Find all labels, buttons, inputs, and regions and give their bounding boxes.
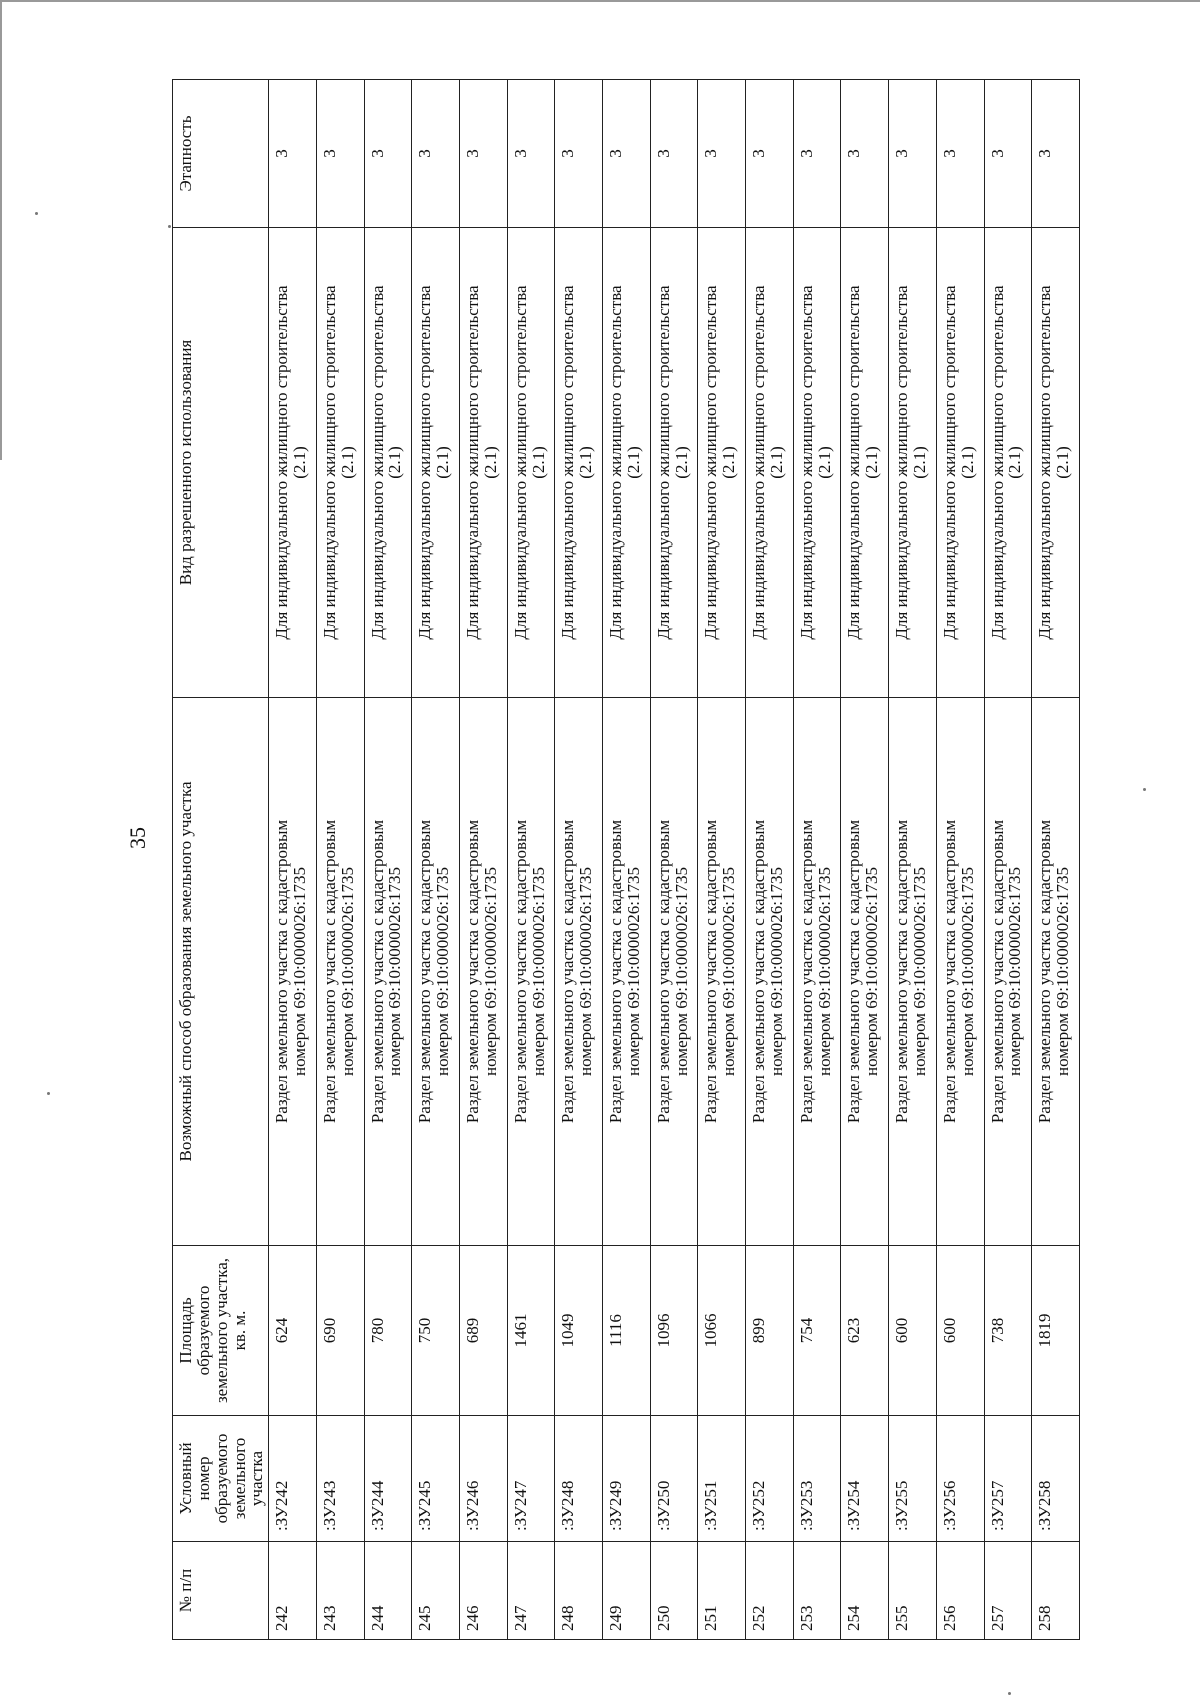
method-line1: Раздел земельного участка с кадастровым [987,819,1007,1124]
cell-no: 256 [936,1542,984,1640]
cell-no: 255 [889,1542,937,1640]
cell-area: 600 [936,1246,984,1416]
scan-speck [168,225,171,228]
cell-no: 257 [984,1542,1032,1640]
cell-no: 253 [793,1542,841,1640]
cell-no: 249 [603,1542,651,1640]
method-line1: Раздел земельного участка с кадастровым [653,819,673,1124]
use-line1: Для индивидуального жилищного строительства [653,285,673,640]
cell-code: :ЗУ249 [603,1416,651,1542]
cell-method [889,698,937,1246]
cell-use [746,228,794,698]
table-row [650,80,698,1640]
cell-area: 624 [269,1246,317,1416]
cell-use [412,228,460,698]
use-line2: (2.1) [290,446,310,479]
cell-area: 750 [412,1246,460,1416]
cell-no: 246 [459,1542,507,1640]
cell-no: 254 [841,1542,889,1640]
method-line2: номером 69:10:0000026:1735 [337,867,357,1076]
cell-area: 754 [793,1246,841,1416]
cell-floors: 3 [364,80,412,228]
cell-floors: 3 [984,80,1032,228]
table-row [507,80,555,1640]
cell-area: 600 [889,1246,937,1416]
method-line1: Раздел земельного участка с кадастровым [796,819,816,1124]
use-line2: (2.1) [766,446,786,479]
method-line2: номером 69:10:0000026:1735 [719,867,739,1076]
method-line1: Раздел земельного участка с кадастровым [319,819,339,1124]
use-line1: Для индивидуального жилищного строительства [987,285,1007,640]
method-line2: номером 69:10:0000026:1735 [1053,867,1073,1076]
cell-area: 623 [841,1246,889,1416]
cell-method [936,698,984,1246]
table-row [555,80,603,1640]
cell-code: :ЗУ242 [269,1416,317,1542]
table-header-row [173,80,269,1640]
table-row [316,80,364,1640]
cell-no: 242 [269,1542,317,1640]
table-row [841,80,889,1640]
cell-floors: 3 [889,80,937,228]
use-line2: (2.1) [385,446,405,479]
cell-method [650,698,698,1246]
scan-edge-left [0,0,2,460]
use-line2: (2.1) [814,446,834,479]
use-line2: (2.1) [576,446,596,479]
method-line2: номером 69:10:0000026:1735 [910,867,929,1076]
use-line2: (2.1) [862,446,882,479]
method-line2: номером 69:10:0000026:1735 [766,867,786,1076]
cell-use [555,228,603,698]
method-line2: номером 69:10:0000026:1735 [433,867,453,1076]
method-line1: Раздел земельного участка с кадастровым [939,819,959,1124]
cell-code: :ЗУ252 [746,1416,794,1542]
use-line1: Для индивидуального жилищного строительства [367,285,387,640]
use-line2: (2.1) [623,446,643,479]
cell-floors: 3 [841,80,889,228]
cell-method [269,698,317,1246]
cell-area: 1049 [555,1246,603,1416]
method-line1: Раздел земельного участка с кадастровым [415,819,435,1124]
table-row [364,80,412,1640]
cell-method [603,698,651,1246]
method-line2: номером 69:10:0000026:1735 [576,867,596,1076]
method-line2: номером 69:10:0000026:1735 [528,867,548,1076]
table-row [459,80,507,1640]
method-line1: Раздел земельного участка с кадастровым [892,819,912,1124]
header-floors: Этапность [173,80,269,228]
use-line1: Для индивидуального жилищного строительства [796,285,816,640]
use-line2: (2.1) [480,446,500,479]
table-row [889,80,937,1640]
cell-method [793,698,841,1246]
cell-use [316,228,364,698]
cell-floors: 3 [507,80,555,228]
method-line1: Раздел земельного участка с кадастровым [749,819,769,1124]
method-line1: Раздел земельного участка с кадастровым [367,819,387,1124]
cell-use [698,228,746,698]
cell-code: :ЗУ257 [984,1416,1032,1542]
cell-floors: 3 [459,80,507,228]
cell-use [841,228,889,698]
method-line1: Раздел земельного участка с кадастровым [272,819,292,1124]
table-row [603,80,651,1640]
use-line1: Для индивидуального жилищного строительства [701,285,721,640]
cell-area: 738 [984,1246,1032,1416]
cell-floors: 3 [316,80,364,228]
table-row [984,80,1032,1640]
cell-no: 243 [316,1542,364,1640]
cell-method [698,698,746,1246]
use-line2: (2.1) [433,446,453,479]
land-plots-table [172,79,1080,1640]
header-area: Площадь образуемого земельного участка, кв. м. [173,1246,269,1416]
use-line2: (2.1) [719,446,739,479]
use-line2: (2.1) [910,446,929,479]
use-line2: (2.1) [528,446,548,479]
cell-area: 1461 [507,1246,555,1416]
cell-code: :ЗУ248 [555,1416,603,1542]
cell-floors: 3 [412,80,460,228]
use-line2: (2.1) [1005,446,1025,479]
cell-use [1032,228,1080,698]
method-line2: номером 69:10:0000026:1735 [814,867,834,1076]
cell-method [555,698,603,1246]
cell-use [984,228,1032,698]
use-line1: Для индивидуального жилищного строительства [558,285,578,640]
cell-floors: 3 [555,80,603,228]
land-plots-table-rotated [172,80,1080,1640]
use-line2: (2.1) [1053,446,1073,479]
table-row [412,80,460,1640]
cell-use [793,228,841,698]
cell-area: 1116 [603,1246,651,1416]
table-row [698,80,746,1640]
table-row [1032,80,1080,1640]
cell-code: :ЗУ251 [698,1416,746,1542]
cell-code: :ЗУ250 [650,1416,698,1542]
cell-no: 247 [507,1542,555,1640]
method-line1: Раздел земельного участка с кадастровым [558,819,578,1124]
cell-no: 251 [698,1542,746,1640]
table-row [269,80,317,1640]
scan-speck [1008,1692,1011,1695]
use-line1: Для индивидуального жилищного строительства [272,285,292,640]
cell-use [459,228,507,698]
method-line1: Раздел земельного участка с кадастровым [510,819,530,1124]
method-line2: номером 69:10:0000026:1735 [623,867,643,1076]
use-line1: Для индивидуального жилищного строительства [749,285,769,640]
cell-area: 1819 [1032,1246,1080,1416]
cell-area: 780 [364,1246,412,1416]
cell-code: :ЗУ244 [364,1416,412,1542]
cell-no: 252 [746,1542,794,1640]
scan-speck [1143,788,1146,791]
cell-area: 690 [316,1246,364,1416]
cell-floors: 3 [746,80,794,228]
method-line2: номером 69:10:0000026:1735 [480,867,500,1076]
cell-method [746,698,794,1246]
method-line1: Раздел земельного участка с кадастровым [701,819,721,1124]
method-line2: номером 69:10:0000026:1735 [1005,867,1025,1076]
header-use: Вид разрешенного использования [173,228,269,698]
cell-code: :ЗУ255 [889,1416,937,1542]
cell-use [269,228,317,698]
header-code: Условный номер образуемого земельного участка [173,1416,269,1542]
cell-use [364,228,412,698]
cell-use [889,228,937,698]
cell-use [650,228,698,698]
use-line1: Для индивидуального жилищного строительства [510,285,530,640]
use-line1: Для индивидуального жилищного строительства [1035,285,1055,640]
use-line1: Для индивидуального жилищного строительства [939,285,959,640]
cell-code: :ЗУ254 [841,1416,889,1542]
use-line2: (2.1) [671,446,691,479]
use-line1: Для индивидуального жилищного строительства [844,285,864,640]
scan-speck [47,1092,50,1095]
header-method: Возможный способ образования земельного участка [173,698,269,1246]
cell-method [841,698,889,1246]
cell-method [364,698,412,1246]
use-line1: Для индивидуального жилищного строительства [892,285,912,640]
cell-code: :ЗУ256 [936,1416,984,1542]
use-line1: Для индивидуального жилищного строительства [606,285,626,640]
cell-floors: 3 [793,80,841,228]
page-number: 35 [125,827,150,849]
cell-floors: 3 [936,80,984,228]
cell-code: :ЗУ258 [1032,1416,1080,1542]
cell-floors: 3 [698,80,746,228]
cell-use [603,228,651,698]
cell-use [507,228,555,698]
method-line2: номером 69:10:0000026:1735 [385,867,405,1076]
cell-method [459,698,507,1246]
cell-code: :ЗУ245 [412,1416,460,1542]
cell-no: 250 [650,1542,698,1640]
scan-edge-top [0,0,1200,2]
cell-area: 689 [459,1246,507,1416]
scan-speck [35,212,38,215]
cell-method [1032,698,1080,1246]
method-line1: Раздел земельного участка с кадастровым [462,819,482,1124]
cell-floors: 3 [269,80,317,228]
cell-code: :ЗУ243 [316,1416,364,1542]
cell-no: 244 [364,1542,412,1640]
method-line2: номером 69:10:0000026:1735 [862,867,882,1076]
cell-code: :ЗУ253 [793,1416,841,1542]
method-line2: номером 69:10:0000026:1735 [957,867,977,1076]
table-row [793,80,841,1640]
use-line1: Для индивидуального жилищного строительства [415,285,435,640]
method-line2: номером 69:10:0000026:1735 [671,867,691,1076]
method-line1: Раздел земельного участка с кадастровым [606,819,626,1124]
cell-area: 1066 [698,1246,746,1416]
use-line2: (2.1) [957,446,977,479]
cell-area: 1096 [650,1246,698,1416]
use-line2: (2.1) [337,446,357,479]
cell-floors: 3 [603,80,651,228]
use-line1: Для индивидуального жилищного строительства [462,285,482,640]
method-line2: номером 69:10:0000026:1735 [290,867,310,1076]
method-line1: Раздел земельного участка с кадастровым [1035,819,1055,1124]
cell-use [936,228,984,698]
cell-area: 899 [746,1246,794,1416]
cell-code: :ЗУ246 [459,1416,507,1542]
use-line1: Для индивидуального жилищного строительства [319,285,339,640]
table-row [746,80,794,1640]
cell-method [507,698,555,1246]
cell-code: :ЗУ247 [507,1416,555,1542]
cell-method [984,698,1032,1246]
cell-no: 245 [412,1542,460,1640]
table-row [936,80,984,1640]
cell-no: 258 [1032,1542,1080,1640]
method-line1: Раздел земельного участка с кадастровым [844,819,864,1124]
header-no: № п/п [173,1542,269,1640]
cell-method [316,698,364,1246]
cell-no: 248 [555,1542,603,1640]
cell-floors: 3 [1032,80,1080,228]
cell-method [412,698,460,1246]
cell-floors: 3 [650,80,698,228]
